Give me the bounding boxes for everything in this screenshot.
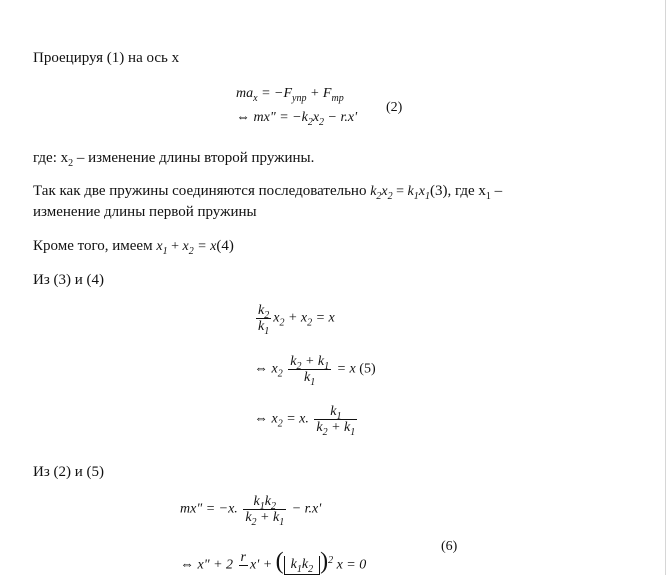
equation-2-line-1: $ma_x = -F_{упр} + F_{тр}$: [236, 86, 344, 104]
equation-6-line-2: ⇔ x" + 2 r x' + ( $k_1k_2$ )$^2$ x = 0: [180, 550, 366, 581]
para-series-line-2: изменение длины первой пружины: [33, 204, 257, 220]
fraction: r: [240, 550, 246, 565]
para-where-x2: где: $x_2$ – изменение длины второй пружины.: [33, 150, 315, 169]
fraction: $\frac{k_1}{k_2 + k_1}$: [316, 404, 356, 438]
equation-6-line-1: mx" = −x. $\frac{k_1k_2}{k_2 + k_1}$ − r.x': [180, 494, 322, 528]
fraction: $\frac{k_2}{k_1}$: [258, 303, 270, 337]
equation-2-number: (2): [386, 100, 403, 115]
equivalence-icon: ⇔: [236, 110, 250, 125]
from-2-5: Из (2) и (5): [33, 464, 105, 480]
fraction: $\frac{k_2 + k_1}{k_1}$: [290, 354, 330, 388]
equation-2-line-2: ⇔ mx" = $-k_2x_2 - r.x'$: [236, 110, 358, 128]
radical-frame: $k_1k_2$: [284, 556, 320, 575]
equivalence-icon: ⇔: [180, 557, 194, 573]
equivalence-icon: ⇔: [254, 411, 268, 427]
from-3-4: Из (3) и (4): [33, 272, 105, 288]
equation-5-line-3: ⇔ $x_2 = x$. $\frac{k_1}{k_2 + k_1}$: [254, 404, 356, 438]
equation-5-line-1: $\frac{k_2}{k_1}$ $x_2 + x_2 = x$: [258, 303, 335, 337]
equivalence-icon: ⇔: [254, 361, 268, 377]
para-besides: Кроме того, имеем $x_1 + x_2 = x(4)$: [33, 238, 234, 257]
equation-6-number: (6): [441, 539, 458, 554]
fraction: $\frac{k_1k_2}{k_2 + k_1}$: [245, 494, 285, 528]
para-series-line-1: Так как две пружины соединяются последовательно $k_2x_2 = k_1x_1(3)$, где $x_1$ –: [33, 183, 503, 202]
intro-projecting: Проецируя (1) на ось x: [33, 50, 180, 66]
equation-5-line-2: ⇔ $x_2$ $\frac{k_2 + k_1}{k_1}$ = x (5): [254, 354, 376, 388]
